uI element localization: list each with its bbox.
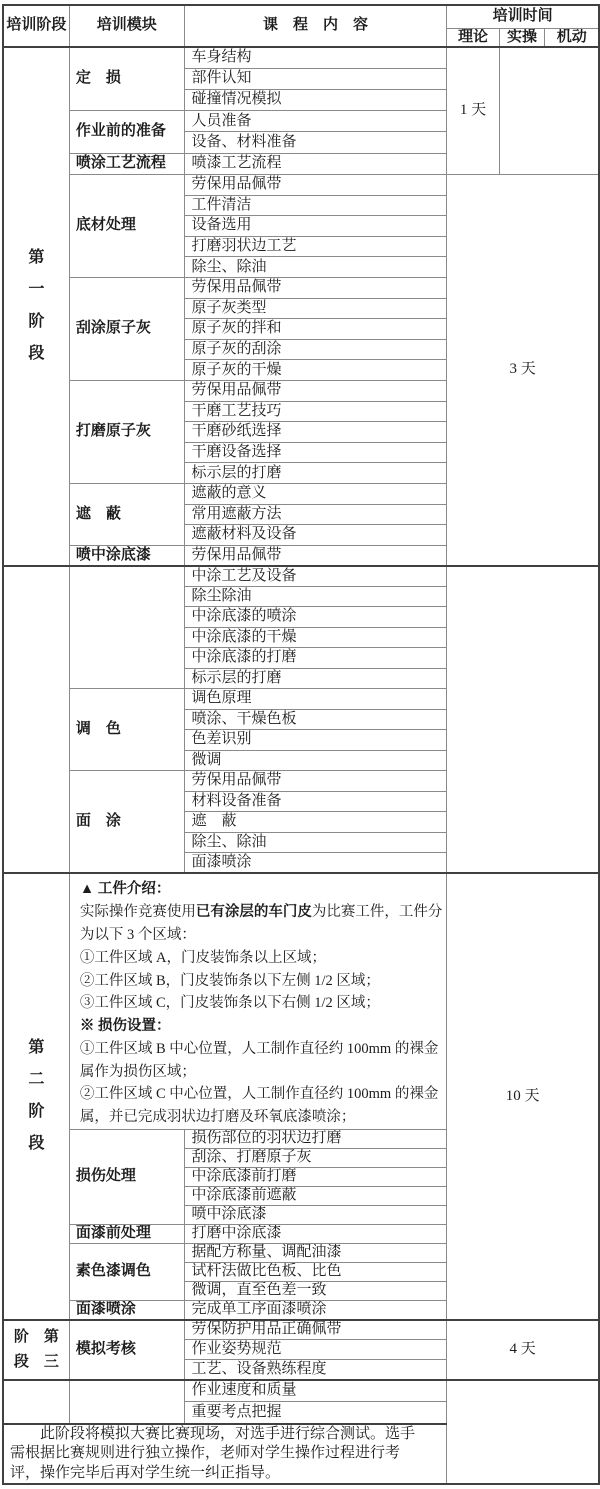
course-cell: 刮涂、打磨原子灰 xyxy=(184,1149,447,1168)
note-line: 此阶段将模拟大赛比赛现场，对选手进行综合测试。选手 xyxy=(40,1425,416,1442)
intro-text: 属，并已完成羽状边打磨及环氧底漆喷涂； xyxy=(79,1109,356,1126)
course-cell: 喷中涂底漆 xyxy=(184,1206,447,1225)
subheader-cell: 实操 xyxy=(499,28,545,47)
intro-line xyxy=(80,947,443,970)
intro-line xyxy=(80,878,443,901)
note-line: 评，操作完毕后再对学生统一纠正指导。 xyxy=(10,1464,281,1481)
module-cell: 作业前的准备 xyxy=(69,111,184,154)
final-note-cell xyxy=(3,1424,447,1485)
course-cell: 遮蔽材料及设备 xyxy=(184,525,447,546)
course-cell: 调色原理 xyxy=(184,689,447,710)
phase-cell xyxy=(3,873,69,1319)
course-cell: 除尘除油 xyxy=(184,586,447,607)
header-cell: 培训模块 xyxy=(69,5,184,47)
phase-char: 段 xyxy=(28,345,45,363)
course-cell: 完成单工序面漆喷涂 xyxy=(184,1301,447,1320)
course-cell: 原子灰的拌和 xyxy=(184,319,447,340)
phase-char: 段 xyxy=(28,1135,45,1153)
module-cell-empty xyxy=(69,1380,184,1424)
course-cell: 人员准备 xyxy=(184,111,447,132)
intro-text: 属作为损伤区域； xyxy=(79,1063,196,1080)
module-cell: 损伤处理 xyxy=(69,1130,184,1225)
phase-char: 阶 xyxy=(28,1103,45,1121)
course-cell: 干磨设备选择 xyxy=(184,442,447,463)
intro-line xyxy=(80,1106,443,1129)
intro-line xyxy=(80,1038,443,1061)
note-line: 需根据比赛规则进行独立操作，老师对学生操作过程进行考 xyxy=(10,1445,401,1462)
intro-text-bold: 已有涂层的车门皮 xyxy=(195,904,312,921)
intro-text: 为以下 3 个区域： xyxy=(79,926,196,943)
course-cell: 标示层的打磨 xyxy=(184,463,447,484)
module-cell: 遮 蔽 xyxy=(69,483,184,545)
course-cell: 原子灰的刮涂 xyxy=(184,339,447,360)
course-cell: 原子灰的干燥 xyxy=(184,360,447,381)
module-cell: 模拟考核 xyxy=(69,1320,184,1380)
module-cell: 打磨原子灰 xyxy=(69,380,184,483)
phase-cell-empty xyxy=(3,1380,69,1424)
module-cell: 喷中涂底漆 xyxy=(69,545,184,566)
phase-grid-line: 段 三 xyxy=(13,1353,59,1370)
intro-text: ③工件区域 C，门皮装饰条以下右侧 1/2 区域； xyxy=(79,995,380,1012)
phase-char: 第 xyxy=(28,249,45,267)
module-cell-empty xyxy=(69,566,184,689)
course-cell: 中涂底漆前遮蔽 xyxy=(184,1187,447,1206)
phase-char: 二 xyxy=(28,1071,45,1089)
intro-text-bold: ※ 损伤设置： xyxy=(79,1018,171,1035)
course-cell: 工件清洁 xyxy=(184,195,447,216)
phase-grid-line: 阶 第 xyxy=(13,1328,59,1345)
course-cell: 劳保用品佩带 xyxy=(184,545,447,566)
course-cell: 损伤部位的羽状边打磨 xyxy=(184,1130,447,1149)
course-cell: 标示层的打磨 xyxy=(184,668,447,689)
phase-char: 一 xyxy=(28,281,45,299)
intro-text: 为比赛工件，工件分 xyxy=(311,904,443,921)
intro-line xyxy=(80,1061,443,1084)
module-cell: 面漆喷涂 xyxy=(69,1301,184,1320)
course-cell: 车身结构 xyxy=(184,47,447,68)
course-cell: 原子灰类型 xyxy=(184,298,447,319)
phase-cell xyxy=(3,47,69,566)
course-cell: 打磨羽状边工艺 xyxy=(184,236,447,257)
course-cell: 劳保用品佩带 xyxy=(184,278,447,299)
course-cell: 色差识别 xyxy=(184,730,447,751)
course-cell: 喷涂、干燥色板 xyxy=(184,709,447,730)
intro-text-bold: ▲ 工件介绍： xyxy=(79,881,171,898)
phase-char: 阶 xyxy=(28,313,45,331)
course-cell: 试杆法做比色板、比色 xyxy=(184,1263,447,1282)
time-cell-empty xyxy=(447,1380,599,1485)
course-cell: 作业速度和质量 xyxy=(184,1380,447,1402)
intro-line xyxy=(80,924,443,947)
course-cell: 微调，直至色差一致 xyxy=(184,1282,447,1301)
course-cell: 劳保用品佩带 xyxy=(184,771,447,792)
course-cell: 打磨中涂底漆 xyxy=(184,1225,447,1244)
course-cell: 遮 蔽 xyxy=(184,812,447,833)
course-cell: 劳保用品佩带 xyxy=(184,175,447,196)
module-cell: 素色漆调色 xyxy=(69,1244,184,1301)
course-cell: 中涂工艺及设备 xyxy=(184,566,447,587)
time-cell: 4 天 xyxy=(447,1320,599,1380)
intro-text: ②工件区域 C 中心位置，人工制作直径约 100mm 的裸金 xyxy=(79,1086,439,1103)
course-cell: 中涂底漆的打磨 xyxy=(184,648,447,669)
course-cell: 劳保用品佩带 xyxy=(184,380,447,401)
subheader-cell: 理论 xyxy=(447,28,499,47)
course-cell: 作业姿势规范 xyxy=(184,1340,447,1360)
course-cell: 遮蔽的意义 xyxy=(184,483,447,504)
course-cell: 设备选用 xyxy=(184,216,447,237)
phase-char: 第 xyxy=(28,1039,45,1057)
phase-cell-empty xyxy=(3,566,69,874)
course-cell: 中涂底漆的干燥 xyxy=(184,627,447,648)
module-cell: 面漆前处理 xyxy=(69,1225,184,1244)
header-cell: 培训阶段 xyxy=(3,5,69,47)
module-cell: 面 涂 xyxy=(69,771,184,874)
course-cell: 干磨砂纸选择 xyxy=(184,422,447,443)
module-cell: 刮涂原子灰 xyxy=(69,278,184,381)
intro-text: ②工件区域 B，门皮装饰条以下左侧 1/2 区域； xyxy=(79,972,380,989)
course-cell: 除尘、除油 xyxy=(184,257,447,278)
intro-text: 实际操作竞赛使用 xyxy=(79,904,196,921)
course-cell: 部件认知 xyxy=(184,68,447,89)
intro-text: ①工件区域 B 中心位置，人工制作直径约 100mm 的裸金 xyxy=(79,1040,439,1057)
course-cell: 重要考点把握 xyxy=(184,1402,447,1424)
header-cell: 课 程 内 容 xyxy=(184,5,447,47)
header-cell: 培训时间 xyxy=(447,5,599,28)
course-cell: 碰撞情况模拟 xyxy=(184,89,447,110)
time-cell: 10 天 xyxy=(447,873,599,1319)
course-cell: 微调 xyxy=(184,750,447,771)
module-cell: 调 色 xyxy=(69,689,184,771)
intro-line xyxy=(80,970,443,993)
intro-text: ①工件区域 A，门皮装饰条以上区域； xyxy=(79,949,326,966)
subheader-cell: 机动 xyxy=(545,28,599,47)
course-cell: 中涂底漆前打磨 xyxy=(184,1168,447,1187)
intro-line xyxy=(80,1015,443,1038)
time-cell-empty xyxy=(499,47,599,175)
course-cell: 设备、材料准备 xyxy=(184,132,447,153)
time-cell-empty xyxy=(447,566,599,874)
course-cell: 中涂底漆的喷涂 xyxy=(184,607,447,628)
intro-line xyxy=(80,1083,443,1106)
time-cell: 3 天 xyxy=(447,175,599,566)
course-cell: 常用遮蔽方法 xyxy=(184,504,447,525)
time-cell: 1 天 xyxy=(447,47,499,175)
training-schedule-table xyxy=(2,4,600,1485)
intro-line xyxy=(80,901,443,924)
course-cell: 劳保防护用品正确佩带 xyxy=(184,1320,447,1340)
course-cell: 面漆喷涂 xyxy=(184,853,447,874)
module-cell: 定 损 xyxy=(69,47,184,111)
course-cell: 工艺、设备熟练程度 xyxy=(184,1360,447,1380)
intro-line xyxy=(80,992,443,1015)
module-cell: 喷涂工艺流程 xyxy=(69,153,184,174)
course-cell: 材料设备准备 xyxy=(184,791,447,812)
course-cell: 喷漆工艺流程 xyxy=(184,153,447,174)
course-cell: 据配方称量、调配油漆 xyxy=(184,1244,447,1263)
workpiece-intro-cell xyxy=(69,873,447,1129)
course-cell: 除尘、除油 xyxy=(184,832,447,853)
module-cell: 底材处理 xyxy=(69,175,184,278)
phase-cell xyxy=(3,1320,69,1380)
course-cell: 干磨工艺技巧 xyxy=(184,401,447,422)
